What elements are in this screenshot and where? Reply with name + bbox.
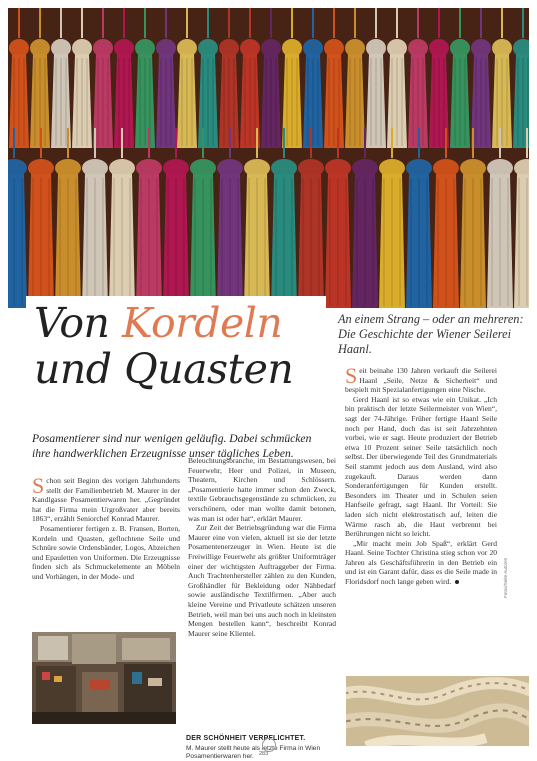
drop-cap: S [32,473,45,498]
rope-photo [346,676,529,746]
drop-cap: S [345,363,358,388]
side-subhead: An einem Strang – oder an mehreren: Die Geschichte der Wiener Seilerei Haanl. [338,312,524,356]
caption-title: DER SCHÖNHEIT VERPFLICHTET. [186,735,306,742]
headline-accent-word: Kordeln [121,299,283,347]
magazine-logo-icon [262,738,276,752]
caption-text: M. Maurer stellt heute als letzte Firma in Wien Posamentierwaren her. [186,745,321,760]
hero-photo-tassels [8,8,529,308]
body-column-1: Schon seit Beginn des vorigen Jahrhunderts stellt der Familienbetrieb M. Maurer in der Kandlgasse Posamentierwaren her. „Gegründet hat die Firma mein Urgroßvater aber bereits 1863“, erzählt Seniorchef Konrad Maurer. Posamentierer fertigen z. B. Fransen, Borten, Kordeln und Quasten, geflochtene Seile und Schnüre sowie Ordensbänder, Logos, Abzeichen und Epauletten von Uniformen. Die Erzeugnisse finden sich als Schmuckelemente an Möbeln und Vorhängen, in der Mode- und [32,473,180,581]
end-mark-icon [455,580,459,584]
lead-paragraph: Posamentierer sind nur wenigen geläufig. Dabei schmücken ihre handwerklichen Erzeugnisse unser tägliches Leben. [32,432,312,460]
photo-credit: Fotos/Seite Autoren [503,557,508,598]
page-number: 283 [259,751,269,757]
body-column-3: Seit beinahe 130 Jahren verkauft die Seilerei Haanl „Seile, Netze & Sicherheit“ und bespielt mit Spezialanfertigungen eine Nische. Gerd Haanl ist so etwas wie ein Unikat. „Ich bin praktisch der letzte Seilermeister von Wien“, sagt der 74-Jährige. Früher fertigte Haanl Seile noch per Hand, doch das ist seit Jahrzehnten vorbei, wie er sagt. Heute produziert der Betrieb etwa 10 Prozent seiner Seile tatsächlich noch selbst. Der überwiegende Teil des Grundmaterials Seil stammt jedoch aus dem Ausland, wird also zugekauft. Daraus werden dann Sonderanfertigungen für Kunden erstellt. Besonders im Theater und in Schulen seien Hanfseile gefragt, sagt Haanl. Ihr Vorteil: Sie laden sich nicht elektrostatisch auf, leiten die Wärme rasch ab, die Haut verbrennt bei Berührungen nicht so leicht. „Mir macht mein Job Spaß“, erklärt Gerd Haanl. Seine Tochter Christina stieg schon vor 20 Jahren als Geschäftsführerin in den Betrieb ein und ist ein Garant dafür, dass es die Seile made in Floridsdorf noch lange geben wird. [345,363,497,587]
headline: Von Kordeln und Quasten [34,299,294,393]
body-column-2: Beleuchtungsbranche, im Bestattungswesen, bei Feuerwehr, Heer und Polizei, in Museen, Theatern, Kirchen und Schlössern. „Posamentierie hatte immer schon den Zweck, textile Gebrauchsgegenstände zu schmücken, zu verschönern, oder man wollte damit betonen, was man ist oder hat“, erklärt Maurer. Zur Zeit der Betriebsgründung war die Firma Maurer eine von vielen, aktuell ist sie der letzte Posamentenerzeuger in Wien. Heute ist die Freiwillige Feuerwehr als größter Uniformträger einer der wichtigsten Auftraggeber der Firma. Auch Trachtenhersteller zählen zu den Kunden, Großhändler für Bekleidung oder Nähbedarf sowie ausländische Textilfirmen. „Aber auch kleine Vereine und Privatleute schätzen unseren Betrieb, weil man bei uns auch noch in kleinsten Mengen bestellen kann“, beschreibt Konrad Maurer seine Klientel. [188,456,336,638]
shop-interior-photo [32,632,176,724]
